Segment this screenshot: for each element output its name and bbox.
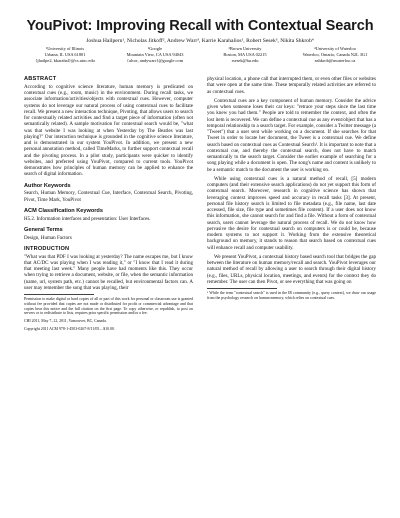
paragraph: Contextual cues are a key component of human memory. Consider the advice given when someone loses their car keys: "retrace your steps since the last time you knew you had them." People are told to remember the context, and often the lost item is recovered. We can define a contextual cue as any event/object that has a temporal relationship to a search target. For example, consider a Twitter message (a "Tweet") that a user sent while working on a document. If she searches for that Tweet in order to locate her document, the Tweet is a contextual cue. We define search based on contextual cues as Contextual Search¹. It is important to note that a contextual cue, and thereby the contextual search, does not have to match semantically to the search target. Consider the earlier example of searching for a song playing while a document is open. The song's name and content is unlikely to be a semantic match to the document the user is working on. (207, 97, 376, 173)
paragraph: We present YouPivot, a contextual history based search tool that bridges the gap between the literature on human memory/recall and search. YouPivot leverages our natural method of recall by allowing a user to search through their digital history (e.g., files, URLs, physical location, meetings, and events) for the context they do remember. The user can then Pivot, or see everything that was going on (207, 253, 376, 285)
terms-heading: General Terms (24, 226, 63, 233)
affiliation-places (20, 52, 380, 58)
footnote-rule (207, 288, 277, 289)
affiliation-place: Urbana, IL USA 61801 (44, 52, 86, 57)
conference-line: CHI 2011, May 7–12, 2011, Vancouver, BC, Canada. (24, 319, 107, 324)
affiliation-name: ⁴University of Waterloo (314, 46, 356, 51)
affiliation-place: Boston, MA USA 02215 (223, 52, 267, 57)
author-list: Joshua Hailpern¹, Nicholas Jitkoff², Andrew Warr³, Karrie Karahalios¹, Robert Sesek³, Nikita Shkrob⁴ (86, 38, 314, 44)
affiliation-email: {jhailpe2, kkarahal}@cs.uiuc.edu (35, 58, 95, 63)
keywords-text: Search, Human Memory, Contextual Cue, Interface, Contextual Search, Pivoting, Pivot, Time Mark, YouPivot (24, 190, 193, 203)
permission-notice: Permission to make digital or hard copies of all or part of this work for personal or classroom use is granted without fee provided that copies are not made or distributed for profit or commercial advantage and that copies bear this notice and the full citation on the first page. To copy otherwise, or republish, to post on servers or to redistribute to lists, requires prior specific permission and/or a fee. (24, 297, 193, 316)
paper-title: YouPivot: Improving Recall with Contextual Search (26, 18, 374, 34)
paragraph: While using contextual cues is a natural method of recall, [5] modern computers (and their extensive search applications) do not yet support this form of contextual search. Moreover, research in cognitive science has shown that leveraging context improves speed and accuracy in recall tasks [3]. At present, personal file history search is limited to file metadata (e.g., file name, last date accessed, file size, file type and sometimes file content). If a user does not know this information, she cannot search for and find a file. Without a form of contextual search, users cannot leverage the natural process of recall. We do not know how pervasive the desire for contextual search on computers is or could be, because modern systems to not support it. Working from the extensive theoretical background on memory, it stands to reason that search based on contextual cues will enhance recall and computer usability. (207, 175, 376, 251)
introduction-heading: INTRODUCTION (24, 245, 70, 252)
abstract-text: According to cognitive science literature, human memory is predicated on contextual cues (e.g., room, music) in the environment. During recall tasks, we associate information/activities/objects with contextual cues. However, computer systems do not leverage our natural process of using contextual cues to facilitate recall. We present a new interaction technique, Pivoting, that allows users to search for contextually related activities and find a target piece of information (often not semantically related). A sample motivation for contextual search would be, "what was that website I was looking at when Yesterday by The Beatles was last playing?" Our interaction technique is grounded in the cognitive science literature, and is demonstrated in our system YouPivot. In addition, we present a new personal annotation method, called TimeMarks, to further support contextual recall and the pivoting process. In a pilot study, participants were quicker to identify websites, and preferred using YouPivot, compared to current tools. YouPivot demonstrates how principles of human memory can be applied to enhance the search of digital information. (24, 83, 193, 178)
copyright-line: Copyright 2011 ACM 978-1-4503-0267-8/11/05....$10.00. (24, 326, 115, 331)
affiliation-emails (20, 58, 380, 64)
terms-text: Design, Human Factors (24, 234, 72, 241)
affiliation-email: {alcor, andywarr}@google.com (126, 58, 184, 63)
affiliation-name: ³Brown University (228, 46, 262, 51)
affiliation-names (20, 46, 380, 52)
abstract-heading: ABSTRACT (24, 76, 57, 82)
affiliation-email: rsesek@bu.edu (231, 58, 259, 63)
left-column (24, 76, 193, 335)
affiliation-name: ¹University of Illinois (45, 46, 85, 51)
permission-rule (24, 294, 94, 295)
affiliation-place: Mountain View, CA USA 94043 (126, 52, 184, 57)
footnote: ¹ While the term "contextual search" is used in the IR community (e.g., query context), we draw our usage from the psychology research on human memory, which relies on contextual cues. (207, 291, 376, 300)
affiliation-place: Waterloo, Ontario, Canada N2L 3G1 (302, 52, 368, 57)
paragraph: physical location, a phone call that interrupted them, or even other files or websites that were open at the same time. These temporally related activities are referred to as contextual cues. (207, 76, 376, 95)
acm-heading: ACM Classification Keywords (24, 207, 103, 214)
keywords-heading: Author Keywords (24, 182, 71, 189)
right-column (207, 76, 376, 304)
affiliation-email: nshkrob@uwaterloo.ca (314, 58, 356, 63)
affiliation-name: ²Google (147, 46, 163, 51)
introduction-text: "What was that PDF I was looking at yesterday? The name escapes me, but I know that AC/DC was playing when I was reading it," or "I know that I read it during that meeting last week." Many people have had moments like this. They occur when trying to retrieve a document, website, or file, when the semantic information (name, url, system path, etc.) cannot be recalled, but environmental factors can. A user may remember the song that was playing, their (24, 253, 193, 291)
acm-text: H5.2. Information interfaces and presentation: User Interfaces. (24, 215, 151, 222)
